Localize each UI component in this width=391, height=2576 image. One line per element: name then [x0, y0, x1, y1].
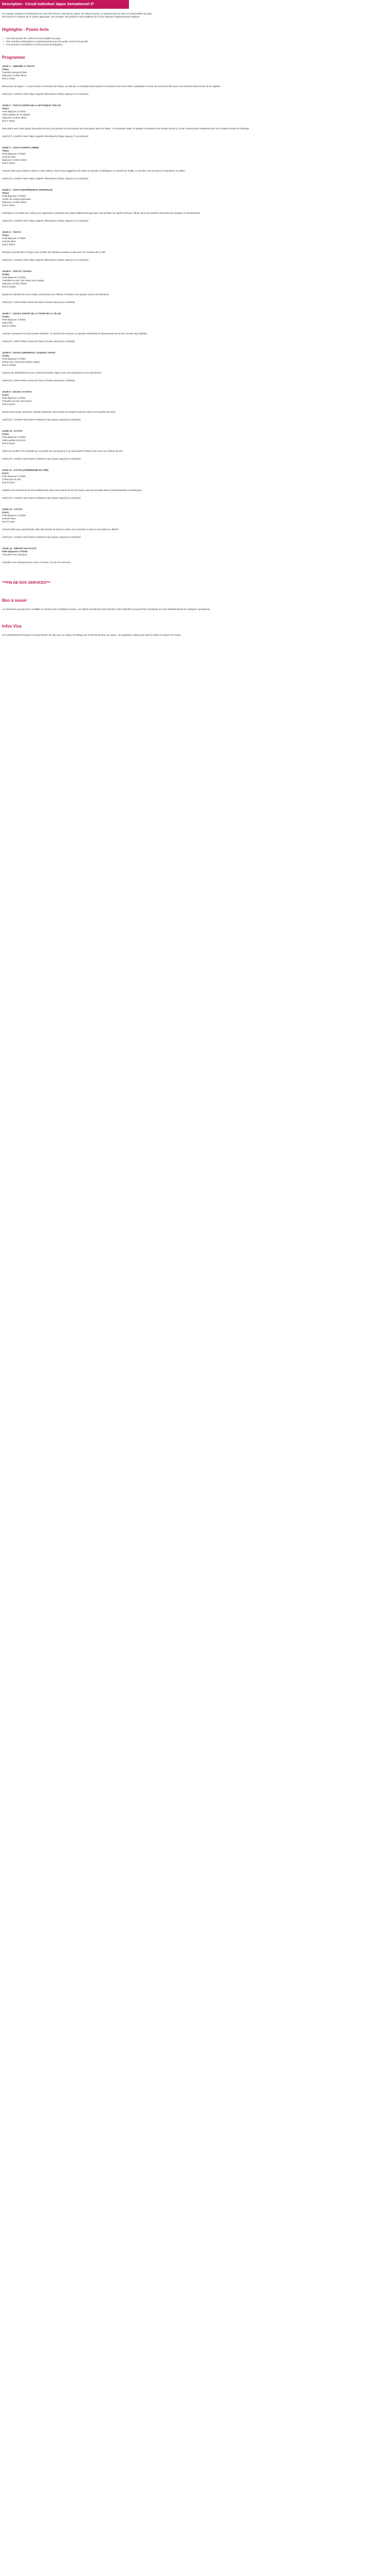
- day-title: JOUR 5 - TOKYO: [2, 231, 21, 233]
- day-location: Tokyo: [2, 68, 9, 71]
- day-service-line: Transfert en train (JR Pass) vers Osaka: [2, 279, 44, 282]
- day-title: JOUR 8 - OSAKA UNIVERSAL STUDIOS JAPAN: [2, 351, 56, 354]
- day-title: JOUR 2 - TOKYO (VISITE DE LA MYTHIQUE TOKYO): [2, 104, 61, 107]
- day-description: Bienvenue au Japon ! À votre arrivée à l'aéroport de Tokyo, accueil par un assistant francophone et transfert vers votre hôtel. Installation et reste de la journée libre pour une première découverte de la capitale.: [2, 85, 221, 88]
- day-service-line: Petit-déjeuner à l'hôtel: [2, 358, 26, 360]
- day-service-line: Petit-déjeuner à l'hôtel: [2, 514, 26, 517]
- intro-paragraph-2: Découvrez la richesse de la culture japonaise, ses temples, ses jardins et ses traditions au fil d'un itinéraire soigneusement élaboré.: [2, 15, 140, 18]
- day-title: JOUR 10 - KYOTO: [2, 430, 23, 432]
- day-location: Osaka: [2, 273, 9, 276]
- day-service-line: Petit-déjeuner à l'hôtel: [2, 318, 26, 321]
- day-location: Tokyo: [2, 192, 9, 194]
- day-service-line: Nuit à Tokyo: [2, 120, 15, 122]
- day-block: [2, 351, 389, 391]
- day-block: [2, 312, 389, 351]
- day-description: Journée libre pour approfondir votre découverte de Kyoto ou faire une excursion à Nara et ses daims en liberté.: [2, 528, 119, 531]
- day-hotel: Hotel (3*): Hotel Keihan Universal Tower (Osaka Japon) (ou similaire): [2, 379, 75, 382]
- day-hotel: Hotel (3*): Comfort Hotel Kyoto Horikawa Gojo (Kyoto Japon) (ou similaire): [2, 418, 81, 421]
- highlight-item: • Une découverte de 3 villes incontournables du pays: [2, 37, 389, 40]
- day-hotel: Hotel (3*): Hotel Keihan Universal Tower (Osaka Japon) (ou similaire): [2, 340, 75, 343]
- day-block: [2, 231, 389, 270]
- day-description: Départ pour Kyoto, ancienne capitale impériale. Découverte du temple Kiyomizu-dera et du quartier de Gion.: [2, 411, 116, 413]
- day-title: JOUR 4 - TOKYO (EXPÉRIENCE ORIGINALE): [2, 189, 53, 191]
- day-title: JOUR 11 - KYOTO (CÉRÉMONIE DU THÉ): [2, 469, 48, 471]
- content: [2, 12, 389, 637]
- day-title: JOUR 12 - KYOTO: [2, 508, 23, 511]
- day-location: Petit-déjeuner à l'hôtel: [2, 550, 28, 553]
- day-location: Osaka: [2, 354, 9, 357]
- day-block: [2, 469, 389, 508]
- day-service-line: Nuit à Tokyo: [2, 77, 15, 80]
- day-hotel: Hotel (3*): Comfort Hotel Tokyo Higashi Nihombashi (Tokyo Japon) (7 ou similaire): [2, 259, 89, 261]
- day-service-line: Nuit à Kyoto: [2, 442, 15, 445]
- day-service-line: Transfert en train vers Kyoto: [2, 400, 32, 402]
- info-paragraph: Les ressortissants français n'ont pas besoin de visa pour un séjour touristique de moins de 90 jours au Japon. Un passeport valide pour toute la durée du séjour est requis.: [2, 634, 182, 636]
- day-service-line: Petit-déjeuner à l'hôtel: [2, 110, 26, 113]
- day-hotel: Hotel (3*): Comfort Hotel Kyoto Horikawa Gojo (Kyoto Japon) (ou similaire): [2, 536, 81, 538]
- day-description: Journée consacrée à la découverte d'Osaka : le marché de Kuromon, le quartier Shinsekai et l'observatoire de la tour Umeda Sky Building.: [2, 332, 148, 335]
- day-service-line: Petit-déjeuner à l'hôtel: [2, 475, 26, 478]
- day-block: [2, 189, 389, 231]
- day-hotel: Hotel (3*): Comfort Hotel Tokyo Higashi Nihombashi (Tokyo Japon) (7 ou similaire): [2, 177, 89, 180]
- day-title: JOUR 7 - OSAKA (VISITE DE LA TOUR DE LA VILLE): [2, 312, 61, 315]
- day-service-line: Déjeuner et dîner libres: [2, 201, 27, 204]
- day-description: Participez à un atelier de cuisine pour apprendre à préparer des plats traditionnels japonais, puis profitez de l'après-midi pour flâner dans les quartiers branchés de Harajuku et Omotesando.: [2, 212, 201, 214]
- day-description: Dernière journée libre à Tokyo pour profiter des derniers achats ou découvrir les musées de la ville.: [2, 251, 106, 253]
- day-description: Initiation à la cérémonie du thé traditionnelle dans une maison de thé de Kyoto, puis promenade dans la bambouseraie d'Arashiyama.: [2, 489, 142, 492]
- intro-paragraph-1: Un voyage complet et enrichissant au cœur des trésors culturels du Japon, de Tokyo à Kyoto, en passant par les sites incontournables du pays.: [2, 12, 153, 15]
- day-service-line: Visite guidée de Kyoto: [2, 439, 26, 442]
- day-hotel: Hotel (3*): Comfort Hotel Kyoto Horikawa Gojo (Kyoto Japon) (ou similaire): [2, 497, 81, 499]
- day-hotel: Hotel (3*): Comfort Hotel Tokyo Higashi Nihombashi (Tokyo Japon) (7 ou similaire): [2, 93, 89, 95]
- day-service-line: Transfert aéroport-hôtel: [2, 71, 27, 74]
- info-heading: Infos Visa: [2, 624, 22, 629]
- day-title: JOUR 3 - TOKYO (VISITE LIBRE): [2, 146, 39, 149]
- day-service-line: Visite guidée de la capitale: [2, 113, 30, 116]
- day-service-line: Petit-déjeuner à l'hôtel: [2, 276, 26, 279]
- day-location: Tokyo: [2, 149, 9, 152]
- day-service-line: Nuit à Osaka: [2, 325, 16, 327]
- day-description: Journée libre pour explorer Tokyo à votre rythme. Nous vous suggérons de visiter le quartier d'Akihabara, le marché de Tsukiji, ou de faire une excursion à Kamakura ou Nikko.: [2, 170, 186, 172]
- day-location: Osaka: [2, 315, 9, 318]
- day-block: [2, 430, 389, 469]
- day-description: Départ en shinkansen vers Osaka. Découverte du château d'Osaka et du quartier animé de Dotonbori.: [2, 293, 110, 296]
- day-service-line: Visite libre: [2, 321, 13, 324]
- day-service-line: Déjeuner et dîner libres: [2, 282, 27, 285]
- day-description: Rencontre avec votre guide francophone pour une journée de découverte des principaux sites de Tokyo : le sanctuaire Meiji, le quartier d'Asakusa et le temple Senso-ji, la rue commerçante Nakamise-dori et le quartier animé de Shibuya.: [2, 127, 250, 130]
- day-service-line: Petit-déjeuner à l'hôtel: [2, 195, 26, 197]
- day-block: [2, 508, 389, 547]
- day-service-line: Nuit à Kyoto: [2, 403, 15, 405]
- highlights-heading: Highlights - Points forts: [2, 27, 49, 32]
- day-title: JOUR 13 - DÉPART DE KYOTO: [2, 547, 37, 550]
- day-service-line: Atelier de cuisine japonaise: [2, 198, 31, 200]
- day-service-line: Petit-déjeuner à l'hôtel: [2, 397, 26, 399]
- page-banner: Description - Circuit individuel Japon Sensationnel 3*: [0, 0, 129, 9]
- day-location: Kyoto: [2, 394, 9, 396]
- day-hotel: Hotel (3*): Comfort Hotel Tokyo Higashi Nihombashi (Tokyo Japon) (7 ou similaire): [2, 219, 89, 222]
- closing-paragraph: Les itinéraires peuvent être modifiés en fonction des conditions locales. Les hôtels mentionnés sont donnés à titre indicatif et peuvent être remplacés par des établissements de catégorie équivalente.: [2, 608, 210, 611]
- highlight-item: • Des activités authentiques et passionnantes pour les petits comme les grands: [2, 40, 389, 43]
- day-service-line: Nuit à Tokyo: [2, 204, 15, 207]
- day-service-line: Journée libre: [2, 517, 16, 520]
- day-block: [2, 391, 389, 430]
- day-block: [2, 270, 389, 312]
- day-service-line: Journée libre: [2, 156, 16, 158]
- day-service-line: Entrée aux Universal Studios Japan: [2, 361, 40, 363]
- day-service-line: Petit-déjeuner à l'hôtel: [2, 237, 26, 240]
- day-location: Kyoto: [2, 472, 9, 474]
- day-hotel: Hotel (3*): Comfort Hotel Kyoto Horikawa Gojo (Kyoto Japon) (ou similaire): [2, 457, 81, 460]
- day-hotel: Hotel (3*): Hotel Keihan Universal Tower (Osaka Japon) (ou similaire): [2, 301, 75, 303]
- day-service-line: Nuit à Kyoto: [2, 520, 15, 523]
- day-service-line: Nuit à Tokyo: [2, 162, 15, 164]
- day-description: Visite du Pavillon d'Or (Kinkaku-ji), du jardin zen du Ryoan-ji et du sanctuaire Fushimi Inari avec ses milliers de torii.: [2, 450, 124, 452]
- programme-days: [2, 65, 389, 572]
- day-service-line: Cérémonie du thé: [2, 478, 21, 481]
- day-service-line: Petit-déjeuner à l'hôtel: [2, 436, 26, 438]
- day-service-line: Journée libre: [2, 240, 16, 243]
- day-service-line: Nuit à Kyoto: [2, 481, 15, 484]
- day-service-line: Nuit à Tokyo: [2, 243, 15, 246]
- day-block: [2, 146, 389, 189]
- day-service-line: Déjeuner et dîner libres: [2, 116, 27, 119]
- day-block: [2, 104, 389, 146]
- day-title: JOUR 9 - OSAKA / KYOTO: [2, 391, 32, 393]
- day-location: Tokyo: [2, 107, 9, 110]
- day-description: Journée de divertissement aux Universal Studios Japan avec ses attractions et ses spectacles.: [2, 371, 102, 374]
- day-location: Tokyo: [2, 234, 9, 236]
- day-service-line: Déjeuner et dîner libres: [2, 159, 27, 161]
- day-service-line: Déjeuner et dîner libres: [2, 74, 27, 77]
- day-title: JOUR 6 - TOKYO / OSAKA: [2, 270, 32, 273]
- day-location: Kyoto: [2, 433, 9, 435]
- day-hotel: Hotel (3*): Comfort Hotel Tokyo Higashi Nihombashi (Tokyo Japon) (7 ou similaire): [2, 135, 89, 138]
- programme-heading: Programme: [2, 55, 25, 60]
- day-title: JOUR 1 - ARRIVÉE À TOKYO: [2, 65, 35, 67]
- day-block: [2, 547, 389, 572]
- day-location: Kyoto: [2, 511, 9, 514]
- day-service-line: Nuit à Osaka: [2, 364, 16, 366]
- day-service-line: Transfert vers l'aéroport: [2, 553, 27, 556]
- day-description: Transfert vers l'aéroport pour votre vol retour. Fin de nos services.: [2, 561, 71, 564]
- day-block: [2, 65, 389, 104]
- highlight-item: • Une journée à Hiroshima à la découverte de Miyajima: [2, 43, 389, 46]
- closing-heading: Bon à savoir: [2, 598, 27, 603]
- day-service-line: Nuit à Osaka: [2, 285, 16, 288]
- day-service-line: Petit-déjeuner à l'hôtel: [2, 152, 26, 155]
- end-of-services-note: ***FIN DE NOS SERVICES***: [2, 581, 51, 585]
